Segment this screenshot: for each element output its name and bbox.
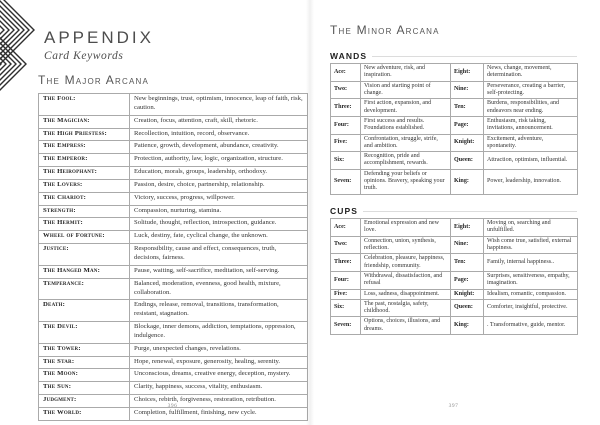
table-row (39, 278, 308, 300)
cell-label: Justice: (39, 244, 130, 266)
cell-text: Hope, renewal, exposure, generosity, healing, serenity. (130, 356, 308, 369)
cell-rank1: Two: (331, 236, 361, 254)
cell-text: New beginnings, trust, optimism, innocence, leap of faith, risk, caution. (130, 94, 308, 116)
cell-desc2: Excitement, adventure, spontaneity. (484, 134, 578, 152)
cell-rank2: Page: (451, 116, 484, 134)
table-row (39, 343, 308, 356)
cell-text: Passion, desire, choice, partnership, relationship. (130, 179, 308, 192)
cell-text: Pause, waiting, self-sacrifice, meditation, self-serving. (130, 265, 308, 278)
major-arcana-rows (39, 94, 308, 421)
cell-rank1: Five: (331, 134, 361, 152)
table-row (331, 116, 578, 134)
cell-label: The High Priestess: (39, 128, 130, 141)
cell-text: Protection, authority, law, logic, organization, structure. (130, 154, 308, 167)
wands-heading-label: WANDS (330, 51, 368, 61)
cell-text: Education, morals, groups, leadership, orthodoxy. (130, 167, 308, 180)
cell-label: The Sun: (39, 382, 130, 395)
cell-rank1: Ace: (331, 64, 361, 82)
cell-desc2: Idealism, romantic, compassion. (484, 289, 578, 299)
cell-label: Temperance: (39, 278, 130, 300)
cell-label: The Tower: (39, 343, 130, 356)
table-row (39, 167, 308, 180)
cell-desc1: Recognition, pride and accomplishment, rewards. (361, 152, 451, 170)
cell-rank2: King: (451, 169, 484, 194)
table-row (39, 356, 308, 369)
cell-text: Patience, growth, development, abundance, creativity. (130, 141, 308, 154)
cell-desc1: Emotional expression and new love. (361, 219, 451, 237)
cell-label: The Hermit: (39, 218, 130, 231)
table-row (39, 300, 308, 322)
cell-label: The Magician: (39, 115, 130, 128)
cell-text: Responsibility, cause and effect, consequences, truth, decisions, fairness. (130, 244, 308, 266)
appendix-title: APPENDIX (44, 28, 154, 47)
table-row (39, 141, 308, 154)
table-row (39, 218, 308, 231)
cell-rank1: Six: (331, 152, 361, 170)
table-row (39, 382, 308, 395)
table-row (331, 134, 578, 152)
table-row (39, 154, 308, 167)
table-row (331, 236, 578, 254)
cell-rank2: Knight: (451, 134, 484, 152)
table-row (39, 115, 308, 128)
table-row (39, 94, 308, 116)
cell-rank1: Two: (331, 81, 361, 99)
cell-rank1: Six: (331, 299, 361, 317)
appendix-header (44, 28, 154, 62)
cell-text: Completion, fulfillment, finishing, new cycle. (130, 407, 308, 420)
table-row (39, 407, 308, 420)
table-row (39, 192, 308, 205)
wands-heading-rule (372, 56, 577, 57)
table-row (331, 254, 578, 272)
cell-rank1: Four: (331, 116, 361, 134)
cell-label: Wheel of Fortune: (39, 231, 130, 244)
cell-rank1: Three: (331, 99, 361, 117)
cell-label: The Fool: (39, 94, 130, 116)
cell-rank1: Five: (331, 289, 361, 299)
table-row (39, 231, 308, 244)
table-row (331, 81, 578, 99)
cell-desc1: Withdrawal, dissatisfaction, and refusal (361, 271, 451, 289)
cell-rank2: Ten: (451, 254, 484, 272)
cell-desc1: Connection, union, synthesis, reflection. (361, 236, 451, 254)
cell-rank1: Seven: (331, 169, 361, 194)
cell-text: Blockage, inner demons, addiction, temptations, oppression, indulgence. (130, 322, 308, 344)
cell-text: Solitude, thought, reflection, introspection, guidance. (130, 218, 308, 231)
cell-desc2: Moving on, searching and unfulfilled. (484, 219, 578, 237)
table-row (39, 179, 308, 192)
cell-label: The Empress: (39, 141, 130, 154)
cell-rank2: Page: (451, 271, 484, 289)
cell-rank1: Three: (331, 254, 361, 272)
cell-rank2: Nine: (451, 236, 484, 254)
cell-label: The Hanged Man: (39, 265, 130, 278)
cups-heading (330, 206, 577, 216)
table-row (39, 244, 308, 266)
cell-desc2: . Transformative, guide, mentor. (484, 317, 578, 335)
cups-rows (331, 219, 578, 335)
cell-rank1: Four: (331, 271, 361, 289)
cell-desc2: Family, internal happiness.. (484, 254, 578, 272)
cell-text: Compassion, nurturing, stamina. (130, 205, 308, 218)
wands-heading (330, 51, 577, 61)
cell-desc1: Defending your beliefs or opinions. Bravery, speaking your truth. (361, 169, 451, 194)
cups-heading-label: CUPS (330, 206, 359, 216)
cell-desc1: Celebration, pleasure, happiness, friendship, community. (361, 254, 451, 272)
cell-text: Clarity, happiness, success, vitality, enthusiasm. (130, 382, 308, 395)
table-row (331, 271, 578, 289)
cell-rank2: King: (451, 317, 484, 335)
wands-rows (331, 64, 578, 195)
cell-text: Endings, release, removal, transitions, transformation, resistant, stagnation. (130, 300, 308, 322)
cell-text: Purge, unexpected changes, revelations. (130, 343, 308, 356)
cell-desc2: Enthusiasm, risk taking, invitations, announcement. (484, 116, 578, 134)
cell-desc2: Surprises, sensitiveness, empathy, imagination. (484, 271, 578, 289)
appendix-subtitle: Card Keywords (44, 50, 124, 62)
cell-text: Recollection, intuition, record, observance. (130, 128, 308, 141)
cell-desc1: Loss, sadness, disappointment. (361, 289, 451, 299)
cell-desc1: Options, choices, illusions, and dreams. (361, 317, 451, 335)
cell-desc2: Comforter, insightful, protective. (484, 299, 578, 317)
cell-text: Balanced, moderation, evenness, good health, mixture, collaboration. (130, 278, 308, 300)
cell-text: Luck, destiny, fate, cyclical change, the unknown. (130, 231, 308, 244)
cell-rank2: Ten: (451, 99, 484, 117)
cell-label: The Star: (39, 356, 130, 369)
cell-text: Choices, rebirth, forgiveness, restoration, retribution. (130, 395, 308, 408)
cell-rank2: Knight: (451, 289, 484, 299)
table-row (331, 299, 578, 317)
table-row (39, 205, 308, 218)
cell-desc1: New adventure, risk, and inspiration. (361, 64, 451, 82)
cups-table (330, 218, 578, 335)
table-row (331, 169, 578, 194)
cell-rank2: Eight: (451, 64, 484, 82)
cell-label: Judgment: (39, 395, 130, 408)
major-arcana-table (38, 93, 308, 421)
table-row (39, 128, 308, 141)
table-row (331, 317, 578, 335)
table-row (39, 322, 308, 344)
cell-text: Creation, focus, attention, craft, skill, rhetoric. (130, 115, 308, 128)
cell-label: Strength: (39, 205, 130, 218)
cell-desc1: Confrontation, struggle, strife, and ambition. (361, 134, 451, 152)
table-row (331, 64, 578, 82)
cell-desc2: Power, leadership, innovation. (484, 169, 578, 194)
cell-desc2: News, change, movement, determination. (484, 64, 578, 82)
table-row (331, 152, 578, 170)
wands-table (330, 63, 578, 195)
table-row (331, 219, 578, 237)
table-row (331, 99, 578, 117)
cell-label: The Emperor: (39, 154, 130, 167)
cell-desc2: Wish come true, satisfied, external happiness. (484, 236, 578, 254)
cups-heading-rule (363, 211, 577, 212)
cell-desc1: First action, expansion, and development. (361, 99, 451, 117)
minor-arcana-heading: The Minor Arcana (330, 23, 440, 37)
cell-rank2: Queen: (451, 299, 484, 317)
cell-desc1: First success and results. Foundations established. (361, 116, 451, 134)
table-row (39, 265, 308, 278)
cell-text: Victory, success, progress, willpower. (130, 192, 308, 205)
cell-desc2: Burdens, responsibilities, and endeavors near ending. (484, 99, 578, 117)
cell-rank2: Nine: (451, 81, 484, 99)
cell-desc2: Perseverance, creating a barrier, self-protecting. (484, 81, 578, 99)
right-page (310, 0, 600, 425)
major-arcana-heading: The Major Arcana (38, 73, 149, 87)
table-row (39, 369, 308, 382)
cell-label: The Devil: (39, 322, 130, 344)
cell-rank1: Seven: (331, 317, 361, 335)
cell-rank1: Ace: (331, 219, 361, 237)
page-number-left: 396 (167, 403, 178, 409)
cell-rank2: Eight: (451, 219, 484, 237)
page-number-right: 397 (448, 403, 459, 409)
cell-label: The World: (39, 407, 130, 420)
cell-text: Unconscious, dreams, creative energy, deception, mystery. (130, 369, 308, 382)
cell-rank2: Queen: (451, 152, 484, 170)
cell-label: The Chariot: (39, 192, 130, 205)
cell-label: The Heirophant: (39, 167, 130, 180)
cell-label: The Lovers: (39, 179, 130, 192)
table-row (331, 289, 578, 299)
cell-desc1: Vision and starting point of change. (361, 81, 451, 99)
cell-label: Death: (39, 300, 130, 322)
cell-desc1: The past, nostalgia, safety, childhood. (361, 299, 451, 317)
cell-desc2: Attraction, optimism, influential. (484, 152, 578, 170)
cell-label: The Moon: (39, 369, 130, 382)
